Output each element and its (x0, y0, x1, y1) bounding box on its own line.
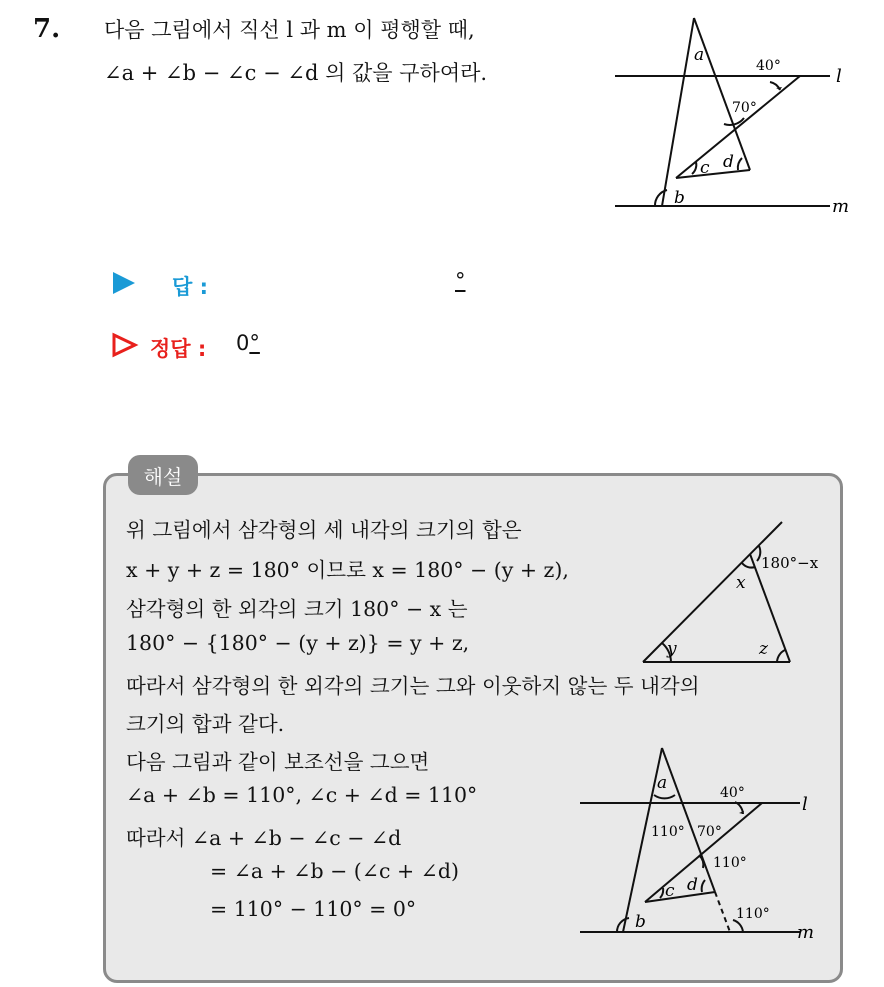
correct-label: 정답 : (150, 337, 207, 361)
label-180-x: 180°−x (761, 554, 819, 572)
label-40: 40° (720, 785, 745, 801)
filled-triangle-icon (111, 270, 137, 296)
label-m: m (797, 922, 815, 943)
label-c: c (665, 881, 675, 901)
label-l: l (836, 66, 842, 87)
solution-line-9: 따라서 ∠a + ∠b − ∠c − ∠d (126, 826, 402, 850)
answer-blank-unit[interactable]: ° (455, 269, 466, 293)
label-b: b (635, 912, 646, 932)
question-number: 7. (33, 14, 61, 44)
question-line-1: 다음 그림에서 직선 l 과 m 이 평행할 때, (104, 18, 475, 42)
outline-triangle-icon (111, 332, 139, 358)
label-110-left: 110° (651, 824, 685, 840)
solution-line-5: 따라서 삼각형의 한 외각의 크기는 그와 이웃하지 않는 두 내각의 (126, 674, 700, 698)
solution-tag: 해설 (128, 455, 198, 495)
label-y: y (667, 639, 677, 659)
solution-line-11: = 110° − 110° = 0° (210, 897, 417, 921)
correct-value: 0° (236, 331, 260, 355)
label-70: 70° (732, 100, 757, 116)
solution-line-8: ∠a + ∠b = 110°, ∠c + ∠d = 110° (126, 783, 478, 807)
question-line-2: ∠a + ∠b − ∠c − ∠d 의 값을 구하여라. (104, 61, 488, 85)
label-m: m (832, 196, 850, 217)
solution-line-10: = ∠a + ∠b − (∠c + ∠d) (210, 859, 459, 883)
label-b: b (674, 188, 685, 208)
label-a: a (657, 773, 668, 793)
label-110-bottom: 110° (736, 906, 770, 922)
solution-line-4: 180° − {180° − (y + z)} = y + z, (126, 631, 470, 655)
solution-line-6: 크기의 합과 같다. (126, 712, 285, 736)
label-c: c (700, 158, 710, 178)
label-d: d (723, 152, 734, 172)
solution-line-1: 위 그림에서 삼각형의 세 내각의 크기의 합은 (126, 518, 522, 542)
solution-line-3: 삼각형의 한 외각의 크기 180° − x 는 (126, 597, 468, 621)
label-110-mid: 110° (713, 855, 747, 871)
auxiliary-line-figure (575, 740, 830, 950)
label-d: d (687, 875, 698, 895)
label-l: l (802, 794, 808, 815)
solution-line-7: 다음 그림과 같이 보조선을 그으면 (126, 750, 430, 774)
solution-line-2: x + y + z = 180° 이므로 x = 180° − (y + z), (126, 558, 569, 582)
answer-label: 답 : (172, 275, 208, 299)
label-40: 40° (756, 58, 781, 74)
parallel-lines-figure (610, 10, 860, 220)
exterior-angle-figure (635, 518, 830, 668)
label-z: z (759, 639, 768, 659)
label-70: 70° (697, 824, 722, 840)
label-x: x (736, 573, 746, 593)
label-a: a (694, 45, 705, 65)
